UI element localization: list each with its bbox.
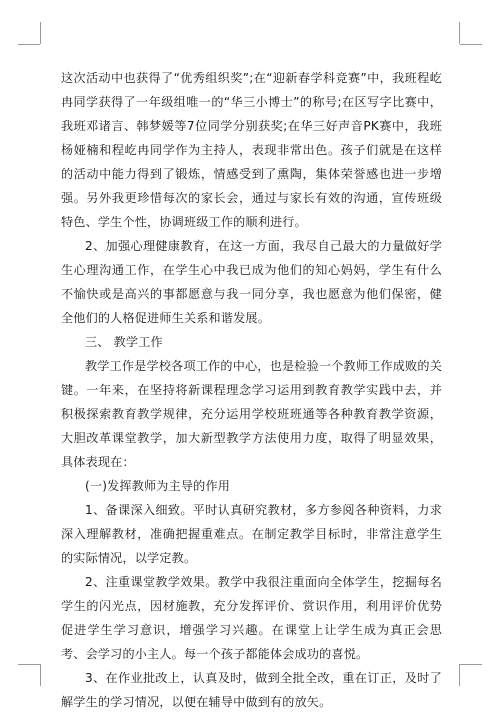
- paragraph-mental-health: 2、加强心理健康教育，在这一方面，我尽自己最大的力量做好学生心理沟通工作，在学生心中我已成为他们的知心妈妈，学生有什么不愉快或是高兴的事都愿意与我一同分享，我也愿意为他们保密，健全他们的人格促进师生关系和谐发展。: [61, 239, 442, 325]
- section-heading-teaching: 三、 教学工作: [85, 335, 163, 349]
- paragraph-homework: 3、在作业批改上，认真及时，做到全批全改，重在订正，及时了解学生的学习情况，以便在辅导中做到有的放矢。: [61, 671, 442, 709]
- crop-mark-bottom-left-v: [40, 664, 41, 686]
- subheading-teacher-role: (一)发挥教师为主导的作用: [85, 479, 231, 493]
- crop-mark-top-right-h: [460, 44, 482, 45]
- paragraph-lesson-prep: 1、备课深入细致。平时认真研究教材，多方参阅各种资料，力求深入理解教材，准确把握重难点。在制定教学目标时，非常注意学生的实际情况，以学定教。: [61, 503, 442, 565]
- document-body: [61, 66, 442, 714]
- paragraph-activities: 这次活动中也获得了“优秀组织奖”;在“迎新春学科竞赛”中，我班程屹冉同学获得了一年级组唯一的“华三小博士”的称号;在区写字比赛中，我班邓诸言、韩梦媛等7位同学分别获奖;在华三好声音PK赛中，我班杨娅楠和程屹冉同学作为主持人，表现非常出色。孩子们就是在这样的活动中能力得到了锻炼，情感受到了熏陶，集体荣誉感也进一步增强。另外我更珍惜每次的家长会，通过与家长有效的沟通，宣传班级特色、学生个性，协调班级工作的顺利进行。: [61, 71, 442, 229]
- crop-mark-top-left-v: [40, 22, 41, 44]
- paragraph-classroom-effect: 2、注重课堂教学效果。教学中我很注重面向全体学生，挖掘每名学生的闪光点，因材施教，充分发挥评价、赏识作用，利用评价优势促进学生学习意识，增强学习兴趣。在课堂上让学生成为真正会思考、会学习的小主人。每一个孩子都能体会成功的喜悦。: [61, 575, 442, 661]
- paragraph-teaching-intro: 教学工作是学校各项工作的中心，也是检验一个教师工作成败的关键。一年来，在坚持将新课程理念学习运用到教育教学实践中去，并积极探索教育教学规律，充分运用学校班班通等各种教育教学资源，大胆改革课堂教学，加大新型教学方法使用力度，取得了明显效果，具体表现在：: [61, 359, 442, 469]
- crop-mark-bottom-right-v: [459, 664, 460, 686]
- crop-mark-top-right-v: [459, 22, 460, 44]
- crop-mark-bottom-right-h: [460, 664, 482, 665]
- crop-mark-bottom-left-h: [18, 664, 40, 665]
- crop-mark-top-left-h: [18, 44, 40, 45]
